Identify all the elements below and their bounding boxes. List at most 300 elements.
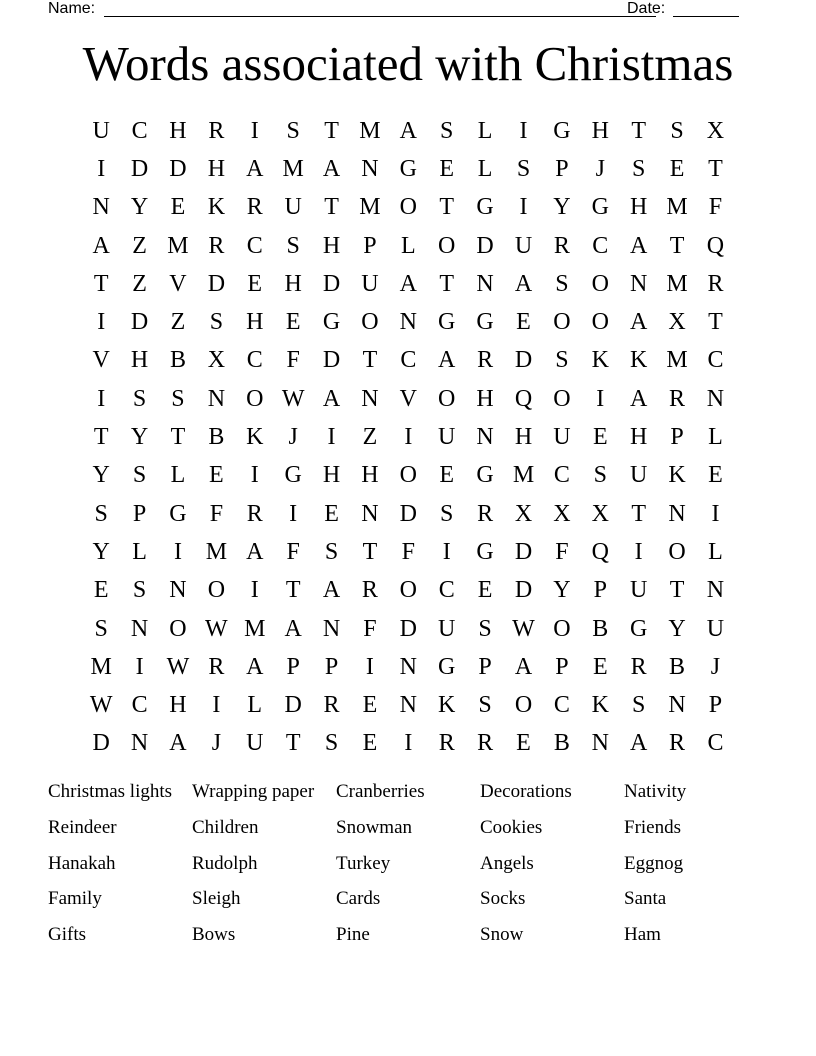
grid-letter: E bbox=[592, 653, 608, 680]
grid-letter: N bbox=[130, 615, 149, 642]
grid-letter: H bbox=[284, 270, 302, 297]
grid-letter: O bbox=[246, 385, 264, 412]
grid-letter: I bbox=[519, 117, 528, 144]
grid-letter: A bbox=[629, 309, 648, 336]
grid-letter: Y bbox=[92, 538, 110, 565]
grid-letter: B bbox=[169, 347, 186, 374]
word-list-item: Decorations bbox=[480, 781, 572, 802]
grid-letter: D bbox=[92, 730, 110, 757]
grid-letter: F bbox=[555, 538, 569, 565]
grid-row bbox=[82, 533, 735, 571]
grid-row bbox=[82, 189, 735, 227]
grid-letter: P bbox=[286, 653, 300, 680]
grid-letter: A bbox=[322, 155, 341, 182]
grid-letter: E bbox=[516, 309, 531, 336]
grid-letter: P bbox=[555, 653, 569, 680]
grid-letter: T bbox=[708, 155, 723, 182]
grid-letter: Y bbox=[130, 194, 149, 221]
grid-letter: J bbox=[710, 653, 721, 680]
grid-row bbox=[82, 572, 735, 610]
grid-row bbox=[82, 227, 735, 265]
grid-letter: G bbox=[399, 155, 417, 182]
grid-letter: Z bbox=[362, 424, 378, 451]
grid-letter: R bbox=[707, 270, 724, 297]
grid-letter: U bbox=[438, 615, 456, 642]
grid-letter: H bbox=[169, 692, 187, 719]
grid-letter: T bbox=[439, 270, 455, 297]
grid-letter: S bbox=[478, 692, 492, 719]
grid-letter: C bbox=[131, 117, 148, 144]
grid-letter: E bbox=[516, 730, 531, 757]
grid-letter: Y bbox=[668, 615, 686, 642]
grid-letter: R bbox=[669, 385, 686, 412]
grid-letter: Y bbox=[553, 577, 571, 604]
grid-letter: S bbox=[440, 500, 454, 527]
grid-letter: U bbox=[92, 117, 110, 144]
grid-letter: V bbox=[169, 270, 187, 297]
grid-letter: C bbox=[707, 347, 724, 374]
word-list-item: Gifts bbox=[48, 924, 86, 946]
grid-letter: J bbox=[595, 155, 605, 182]
grid-letter: A bbox=[399, 270, 417, 297]
grid-letter: P bbox=[478, 653, 492, 680]
grid-letter: H bbox=[322, 232, 341, 259]
grid-letter: K bbox=[668, 462, 686, 489]
grid-letter: M bbox=[359, 117, 381, 144]
grid-letter: I bbox=[327, 424, 336, 451]
grid-letter: S bbox=[132, 577, 147, 604]
grid-letter: S bbox=[209, 309, 224, 336]
grid-letter: V bbox=[92, 347, 110, 374]
grid-row bbox=[82, 303, 735, 341]
word-list-item: Cookies bbox=[480, 816, 543, 838]
grid-letter: A bbox=[169, 730, 187, 757]
grid-letter: Y bbox=[553, 194, 571, 221]
grid-letter: O bbox=[361, 309, 379, 336]
grid-letter: S bbox=[593, 462, 607, 489]
grid-letter: E bbox=[362, 730, 378, 757]
grid-letter: H bbox=[246, 309, 264, 336]
grid-letter: C bbox=[400, 347, 417, 374]
word-list-item: Reindeer bbox=[48, 816, 117, 838]
grid-letter: M bbox=[282, 155, 304, 182]
grid-letter: N bbox=[361, 155, 379, 182]
grid-letter: K bbox=[246, 424, 264, 451]
grid-letter: R bbox=[477, 347, 494, 374]
grid-letter: R bbox=[630, 653, 647, 680]
grid-letter: I bbox=[404, 424, 413, 451]
grid-letter: T bbox=[439, 194, 455, 221]
grid-letter: O bbox=[553, 615, 571, 642]
grid-letter: F bbox=[363, 615, 377, 642]
grid-letter: S bbox=[670, 117, 684, 144]
grid-row bbox=[82, 150, 735, 188]
grid-letter: H bbox=[591, 117, 609, 144]
grid-letter: R bbox=[208, 653, 225, 680]
word-list-item: Friends bbox=[624, 816, 681, 838]
grid-letter: D bbox=[476, 232, 494, 259]
grid-letter: H bbox=[514, 424, 533, 451]
grid-letter: G bbox=[169, 500, 187, 527]
grid-letter: G bbox=[476, 194, 494, 221]
grid-letter: Q bbox=[514, 385, 533, 412]
word-list-item: Santa bbox=[624, 888, 667, 910]
grid-letter: W bbox=[205, 615, 228, 642]
grid-letter: U bbox=[284, 194, 302, 221]
grid-letter: M bbox=[512, 462, 535, 489]
grid-letter: O bbox=[169, 615, 187, 642]
grid-letter: C bbox=[131, 692, 148, 719]
grid-letter: R bbox=[208, 232, 225, 259]
word-list-item: Rudolph bbox=[192, 852, 258, 874]
grid-letter: S bbox=[286, 232, 300, 259]
grid-letter: O bbox=[553, 309, 571, 336]
grid-letter: N bbox=[399, 692, 417, 719]
grid-letter: A bbox=[399, 117, 417, 144]
grid-letter: L bbox=[708, 538, 723, 565]
grid-letter: T bbox=[362, 347, 378, 374]
grid-letter: X bbox=[207, 347, 226, 374]
grid-letter: E bbox=[477, 577, 493, 604]
word-list-item: Wrapping paper bbox=[192, 781, 315, 802]
grid-letter: N bbox=[92, 194, 110, 221]
grid-letter: D bbox=[322, 270, 341, 297]
grid-letter: S bbox=[94, 615, 108, 642]
word-list-item: Turkey bbox=[336, 852, 391, 874]
grid-letter: C bbox=[438, 577, 455, 604]
grid-letter: T bbox=[285, 577, 301, 604]
grid-letter: A bbox=[246, 538, 264, 565]
grid-letter: S bbox=[94, 500, 108, 527]
grid-letter: M bbox=[244, 615, 266, 642]
grid-letter: R bbox=[553, 232, 570, 259]
grid-letter: W bbox=[166, 653, 190, 680]
grid-letter: N bbox=[706, 385, 725, 412]
grid-letter: T bbox=[93, 270, 109, 297]
grid-letter: V bbox=[399, 385, 417, 412]
word-list bbox=[48, 778, 768, 957]
grid-letter: S bbox=[132, 462, 147, 489]
grid-letter: J bbox=[211, 730, 222, 757]
grid-letter: I bbox=[596, 385, 605, 412]
grid-letter: P bbox=[555, 155, 569, 182]
grid-letter: G bbox=[322, 309, 341, 336]
grid-letter: G bbox=[476, 309, 494, 336]
grid-letter: N bbox=[668, 692, 686, 719]
grid-letter: E bbox=[247, 270, 263, 297]
grid-letter: T bbox=[362, 538, 378, 565]
grid-letter: L bbox=[708, 424, 723, 451]
grid-letter: M bbox=[666, 347, 688, 374]
grid-letter: I bbox=[250, 462, 259, 489]
word-list-item: Bows bbox=[192, 924, 236, 946]
word-list-item: Hanakah bbox=[48, 852, 116, 874]
grid-letter: R bbox=[323, 692, 340, 719]
grid-letter: O bbox=[399, 577, 417, 604]
grid-letter: A bbox=[284, 615, 302, 642]
grid-letter: H bbox=[169, 117, 187, 144]
grid-letter: D bbox=[514, 538, 533, 565]
grid-letter: Z bbox=[170, 309, 186, 336]
grid-letter: Q bbox=[706, 232, 725, 259]
grid-letter: P bbox=[363, 232, 377, 259]
grid-letter: N bbox=[322, 615, 341, 642]
grid-letter: B bbox=[553, 730, 570, 757]
grid-letter: C bbox=[553, 462, 570, 489]
grid-letter: N bbox=[361, 385, 379, 412]
grid-letter: S bbox=[631, 155, 646, 182]
grid-letter: G bbox=[476, 462, 494, 489]
word-list-item: Cranberries bbox=[336, 781, 425, 802]
grid-letter: L bbox=[132, 538, 147, 565]
grid-letter: W bbox=[281, 385, 305, 412]
grid-letter: W bbox=[89, 692, 113, 719]
grid-letter: P bbox=[324, 653, 339, 680]
grid-letter: I bbox=[97, 385, 106, 412]
grid-letter: W bbox=[512, 615, 535, 642]
grid-letter: X bbox=[514, 500, 533, 527]
grid-letter: P bbox=[670, 424, 684, 451]
grid-letter: A bbox=[246, 653, 264, 680]
grid-letter: E bbox=[209, 462, 224, 489]
grid-letter: X bbox=[668, 309, 686, 336]
grid-letter: M bbox=[205, 538, 228, 565]
grid-letter: E bbox=[592, 424, 608, 451]
grid-letter: D bbox=[514, 577, 533, 604]
grid-letter: G bbox=[438, 653, 456, 680]
grid-letter: N bbox=[169, 577, 187, 604]
grid-letter: A bbox=[322, 385, 341, 412]
grid-letter: U bbox=[553, 424, 571, 451]
grid-letter: N bbox=[399, 653, 417, 680]
grid-letter: P bbox=[708, 692, 723, 719]
grid-letter: Y bbox=[92, 462, 110, 489]
grid-letter: S bbox=[555, 270, 569, 297]
grid-letter: E bbox=[170, 194, 186, 221]
grid-row bbox=[82, 418, 735, 456]
grid-letter: L bbox=[247, 692, 263, 719]
grid-letter: I bbox=[711, 500, 720, 527]
grid-letter: T bbox=[324, 194, 339, 221]
grid-letter: M bbox=[90, 653, 112, 680]
word-list-item: Nativity bbox=[624, 781, 687, 802]
grid-letter: M bbox=[167, 232, 189, 259]
grid-letter: A bbox=[322, 577, 341, 604]
word-list-item: Pine bbox=[336, 924, 370, 946]
grid-letter: U bbox=[246, 730, 264, 757]
grid-letter: C bbox=[246, 347, 263, 374]
grid-letter: C bbox=[707, 730, 724, 757]
grid-letter: A bbox=[92, 232, 110, 259]
grid-letter: I bbox=[97, 155, 106, 182]
grid-letter: L bbox=[477, 117, 493, 144]
grid-letter: T bbox=[285, 730, 301, 757]
grid-letter: E bbox=[439, 155, 455, 182]
name-label: Name: bbox=[48, 0, 96, 17]
grid-letter: E bbox=[93, 577, 109, 604]
grid-letter: R bbox=[477, 730, 494, 757]
word-list-item: Children bbox=[192, 816, 259, 838]
grid-letter: A bbox=[629, 232, 648, 259]
word-list-item: Family bbox=[48, 888, 102, 910]
grid-letter: O bbox=[668, 538, 686, 565]
grid-letter: R bbox=[361, 577, 378, 604]
grid-letter: X bbox=[706, 117, 725, 144]
date-blank-line bbox=[673, 16, 739, 17]
grid-letter: U bbox=[438, 424, 456, 451]
grid-letter: C bbox=[553, 692, 570, 719]
grid-letter: T bbox=[708, 309, 723, 336]
grid-letter: S bbox=[171, 385, 185, 412]
grid-letter: D bbox=[399, 615, 417, 642]
grid-letter: P bbox=[132, 500, 147, 527]
word-list-item: Snow bbox=[480, 924, 524, 946]
word-list-item: Angels bbox=[480, 852, 534, 874]
grid-letter: E bbox=[708, 462, 723, 489]
grid-row bbox=[82, 495, 735, 533]
grid-letter: D bbox=[399, 500, 417, 527]
grid-letter: T bbox=[669, 577, 685, 604]
grid-letter: H bbox=[130, 347, 149, 374]
grid-letter: O bbox=[438, 385, 456, 412]
grid-letter: D bbox=[514, 347, 533, 374]
grid-letter: L bbox=[477, 155, 493, 182]
grid-letter: S bbox=[631, 692, 646, 719]
grid-letter: A bbox=[514, 270, 533, 297]
grid-letter: Y bbox=[130, 424, 149, 451]
grid-letter: S bbox=[516, 155, 531, 182]
grid-letter: N bbox=[476, 270, 494, 297]
grid-letter: I bbox=[365, 653, 374, 680]
grid-letter: H bbox=[629, 424, 648, 451]
grid-letter: I bbox=[519, 194, 528, 221]
grid-letter: R bbox=[669, 730, 686, 757]
grid-letter: O bbox=[514, 692, 533, 719]
grid-letter: B bbox=[592, 615, 609, 642]
grid-letter: E bbox=[362, 692, 378, 719]
grid-letter: X bbox=[553, 500, 571, 527]
grid-letter: G bbox=[553, 117, 571, 144]
grid-letter: I bbox=[97, 309, 106, 336]
grid-letter: I bbox=[289, 500, 298, 527]
grid-row bbox=[82, 112, 735, 150]
word-list-item: Cards bbox=[336, 888, 381, 910]
grid-letter: A bbox=[438, 347, 456, 374]
name-blank-line bbox=[104, 16, 656, 17]
grid-letter: O bbox=[207, 577, 226, 604]
word-list-item: Ham bbox=[624, 924, 661, 946]
grid-letter: G bbox=[284, 462, 302, 489]
grid-letter: I bbox=[250, 577, 259, 604]
grid-letter: J bbox=[288, 424, 298, 451]
grid-letter: O bbox=[399, 194, 417, 221]
grid-letter: A bbox=[246, 155, 264, 182]
grid-letter: O bbox=[438, 232, 456, 259]
grid-letter: G bbox=[476, 538, 494, 565]
grid-letter: A bbox=[514, 653, 533, 680]
grid-letter: O bbox=[591, 270, 609, 297]
grid-row bbox=[82, 648, 735, 686]
grid-letter: P bbox=[593, 577, 607, 604]
grid-letter: Z bbox=[132, 232, 147, 259]
grid-letter: X bbox=[591, 500, 609, 527]
grid-letter: S bbox=[286, 117, 300, 144]
header-line bbox=[48, 0, 748, 20]
grid-letter: K bbox=[438, 692, 456, 719]
grid-letter: M bbox=[359, 194, 381, 221]
grid-letter: G bbox=[629, 615, 648, 642]
grid-letter: I bbox=[212, 692, 221, 719]
grid-letter: E bbox=[669, 155, 685, 182]
grid-letter: H bbox=[476, 385, 494, 412]
grid-letter: D bbox=[130, 309, 149, 336]
grid-letter: N bbox=[668, 500, 686, 527]
grid-letter: U bbox=[629, 462, 648, 489]
grid-letter: T bbox=[669, 232, 685, 259]
grid-letter: T bbox=[631, 117, 646, 144]
grid-letter: S bbox=[132, 385, 147, 412]
grid-letter: T bbox=[631, 500, 646, 527]
word-list-item: Snowman bbox=[336, 816, 412, 838]
grid-letter: R bbox=[246, 194, 263, 221]
grid-row bbox=[82, 725, 735, 763]
grid-letter: I bbox=[442, 538, 451, 565]
page-title: Words associated with Christmas bbox=[82, 36, 734, 91]
grid-letter: K bbox=[629, 347, 648, 374]
grid-letter: S bbox=[555, 347, 569, 374]
grid-letter: I bbox=[250, 117, 259, 144]
grid-letter: I bbox=[404, 730, 413, 757]
grid-letter: O bbox=[553, 385, 571, 412]
grid-letter: N bbox=[207, 385, 226, 412]
word-list-item: Sleigh bbox=[192, 888, 241, 910]
grid-row bbox=[82, 610, 735, 648]
word-list-item: Christmas lights bbox=[48, 781, 173, 802]
grid-letter: S bbox=[324, 538, 339, 565]
grid-letter: H bbox=[322, 462, 341, 489]
letter-grid bbox=[82, 112, 735, 763]
grid-letter: R bbox=[246, 500, 263, 527]
grid-letter: C bbox=[246, 232, 263, 259]
grid-letter: D bbox=[169, 155, 187, 182]
grid-letter: R bbox=[208, 117, 225, 144]
grid-letter: I bbox=[135, 653, 144, 680]
grid-letter: K bbox=[591, 692, 609, 719]
grid-letter: C bbox=[592, 232, 609, 259]
grid-letter: T bbox=[93, 424, 109, 451]
grid-letter: I bbox=[634, 538, 643, 565]
grid-row bbox=[82, 265, 735, 303]
grid-letter: D bbox=[207, 270, 226, 297]
grid-letter: T bbox=[170, 424, 186, 451]
grid-letter: U bbox=[706, 615, 725, 642]
grid-letter: O bbox=[591, 309, 609, 336]
grid-row bbox=[82, 457, 735, 495]
grid-letter: N bbox=[629, 270, 648, 297]
grid-letter: N bbox=[361, 500, 379, 527]
grid-letter: O bbox=[399, 462, 417, 489]
grid-letter: F bbox=[209, 500, 224, 527]
grid-letter: F bbox=[286, 538, 300, 565]
grid-letter: R bbox=[438, 730, 455, 757]
grid-letter: A bbox=[629, 730, 648, 757]
grid-letter: L bbox=[400, 232, 416, 259]
grid-letter: B bbox=[669, 653, 686, 680]
grid-row bbox=[82, 342, 735, 380]
grid-letter: K bbox=[207, 194, 226, 221]
grid-row bbox=[82, 686, 735, 724]
grid-letter: Z bbox=[132, 270, 147, 297]
